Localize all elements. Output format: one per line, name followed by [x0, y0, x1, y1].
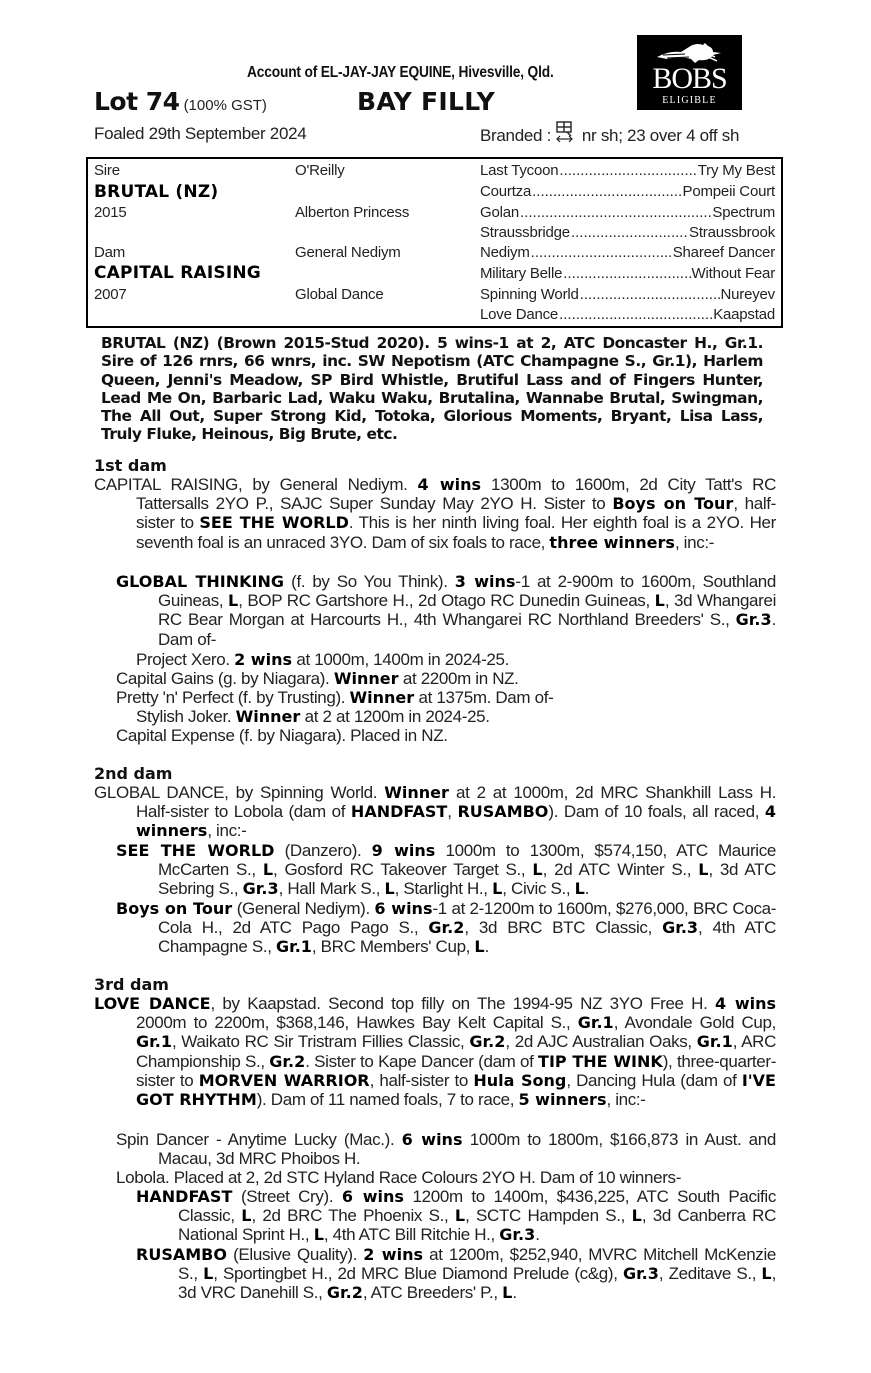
section-heading-3rd-dam: 3rd dam	[94, 975, 169, 994]
grandparent-row	[480, 162, 775, 179]
dam-sire: General Nediym	[295, 244, 401, 261]
grandparent-row	[480, 286, 775, 303]
progeny-entry-text: Boys on Tour (General Nediym). 6 wins-1 at 2-1200m to 1600m, $276,000, BRC Coca-Cola H., 2d ATC Pago Pago S., Gr.2, 3d BRC BTC Classic, Gr.3, 4th ATC Champagne S., Gr.1, BRC Members' Cup, L.	[116, 899, 777, 957]
progeny-entry	[116, 899, 776, 957]
progeny-entry-text: SEE THE WORLD (Danzero). 9 wins 1000m to 1300m, $574,150, ATC Maurice McCarten S., L, Gosford RC Takeover Target S., L, 2d ATC Winter S., L, 3d ATC Sebring S., Gr.3, Hall Mark S., L, Starlight H., L, Civic S., L.	[116, 841, 777, 899]
grandparent-row	[480, 204, 775, 221]
progeny-entry	[116, 1130, 776, 1168]
grand-progeny-entry	[136, 1245, 776, 1303]
sire-year: 2015	[94, 204, 127, 221]
dam-entry-text: LOVE DANCE, by Kaapstad. Second top filly on The 1994-95 NZ 3YO Free H. 4 wins 2000m to 2200m, $368,146, Hawkes Bay Kelt Capital S., Gr.1, Avondale Gold Cup, Gr.1, Waikato RC Sir Tristram Fillies Classic, Gr.2, 2d AJC Australian Oaks, Gr.1, ARC Championship S., Gr.2. Sister to Kape Dancer (dam of TIP THE WINK), three-quarter-sister to MORVEN WARRIOR, half-sister to Hula Song, Dancing Hula (dam of I'VE GOT RHYTHM). Dam of 11 named foals, 7 to race, 5 winners, inc:-	[94, 994, 777, 1110]
progeny-entry-text: Stylish Joker. Winner at 2 at 1200m in 2024-25.	[136, 707, 490, 726]
gst-note: (100% GST)	[183, 97, 267, 114]
progeny-entry-text: GLOBAL THINKING (f. by So You Think). 3 wins-1 at 2-900m to 1600m, Southland Guineas, L, BOP RC Gartshore H., 2d Otago RC Dunedin Guineas, L, 3d Whangarei RC Bear Morgan at Harcourts H., 4th Whangarei RC Northland Breeders' S., Gr.3. Dam of-	[116, 572, 777, 649]
progeny-entry-text: Pretty 'n' Perfect (f. by Trusting). Winner at 1375m. Dam of-	[116, 688, 554, 707]
grandsire: Last Tycoon	[480, 162, 559, 179]
pedigree-table	[86, 157, 783, 328]
vendor-account: Account of EL-JAY-JAY EQUINE, Hivesville, Qld.	[247, 64, 554, 81]
sire-name: BRUTAL (NZ)	[94, 182, 219, 202]
sire-dam: Alberton Princess	[295, 204, 410, 221]
dam-entry	[94, 783, 776, 841]
progeny-entry	[116, 688, 776, 707]
progeny-entry-text: Project Xero. 2 wins at 1000m, 1400m in 2024-25.	[136, 650, 510, 669]
leader-dots	[571, 224, 688, 241]
progeny-entry-text: Capital Expense (f. by Niagara). Placed in NZ.	[116, 726, 448, 745]
grand-progeny-entry-text: RUSAMBO (Elusive Quality). 2 wins at 1200m, $252,940, MVRC Mitchell McKenzie S., L, Sportingbet H., 2d MRC Blue Diamond Prelude (c&g), Gr.3, Zeditave S., L, 3d VRC Danehill S., Gr.2, ATC Breeders' P., L.	[136, 1245, 776, 1303]
leader-dots	[559, 162, 696, 179]
grandparent-row	[480, 183, 775, 200]
grand-progeny-entry	[136, 1187, 776, 1245]
sire-summary: BRUTAL (NZ) (Brown 2015-Stud 2020). 5 wins-1 at 2, ATC Doncaster H., Gr.1. Sire of 126 rnrs, 66 wnrs, inc. SW Nepotism (ATC Champagne S., Gr.1), Harlem Queen, Jenni's Meadow, SP Bird Whistle, Brutiful Lass and of Fingers Hunter, Lead Me On, Barbaric Lad, Waku Waku, Brutalina, Wannabe Brutal, Swingman, The All Out, Super Strong Kid, Totoka, Glorious Moments, Bryant, Lisa Lass, Truly Fluke, Heinous, Big Brute, etc.	[101, 334, 763, 444]
logo-main-text: BOBS	[652, 62, 727, 95]
page-title: BAY FILLY	[357, 87, 495, 116]
section-heading-2nd-dam: 2nd dam	[94, 764, 173, 783]
granddam-sire: Without Fear	[691, 265, 775, 282]
sire-sire: O'Reilly	[295, 162, 345, 179]
branded-value: nr sh; 23 over 4 off sh	[581, 126, 740, 145]
grandparent-row	[480, 265, 775, 282]
dam-name: CAPITAL RAISING	[94, 263, 261, 283]
grandparent-row	[480, 244, 775, 261]
leader-dots	[531, 244, 672, 261]
progeny-entry	[136, 707, 776, 726]
dam-entry-text: CAPITAL RAISING, by General Nediym. 4 wins 1300m to 1600m, 2d City Tatt's RC Tattersalls 2YO P., SAJC Super Sunday May 2YO H. Sister to Boys on Tour, half-sister to SEE THE WORLD. This is her ninth living foal. Her eighth foal is a 2YO. Her seventh foal is an unraced 3YO. Dam of six foals to race, three winners, inc:-	[94, 475, 776, 552]
lot-number	[94, 87, 267, 116]
branded-label: Branded :	[480, 126, 552, 145]
section-heading-1st-dam: 1st dam	[94, 456, 167, 475]
grandparent-row	[480, 224, 775, 241]
dam-dam: Global Dance	[295, 286, 384, 303]
brand-mark-icon	[555, 120, 574, 144]
progeny-entry	[116, 726, 776, 745]
grandsire: Golan	[480, 204, 520, 221]
dam-year: 2007	[94, 286, 127, 303]
branded-info	[480, 120, 739, 146]
leader-dots	[532, 183, 681, 200]
grandsire: Nediym	[480, 244, 530, 261]
progeny-entry-text: Spin Dancer - Anytime Lucky (Mac.). 6 wins 1000m to 1800m, $166,873 in Aust. and Macau, 3d MRC Phoibos H.	[116, 1130, 776, 1169]
progeny-entry	[116, 841, 776, 899]
lot-label: Lot 74	[94, 87, 180, 116]
granddam: Courtza	[480, 183, 532, 200]
dam-entry-text: GLOBAL DANCE, by Spinning World. Winner at 2 at 1000m, 2d MRC Shankhill Lass H. Half-sister to Lobola (dam of HANDFAST, RUSAMBO). Dam of 10 foals, all raced, 4 winners, inc:-	[94, 783, 777, 841]
granddam-sire: Kaapstad	[713, 306, 775, 323]
granddam-sire: Straussbrook	[689, 224, 775, 241]
grandsire-sire: Try My Best	[697, 162, 775, 179]
granddam: Love Dance	[480, 306, 559, 323]
progeny-entry-text: Capital Gains (g. by Niagara). Winner at 2200m in NZ.	[116, 669, 519, 688]
sire-label: Sire	[94, 162, 120, 179]
grandparent-row	[480, 306, 775, 323]
leader-dots	[580, 286, 720, 303]
logo-sub-text: ELIGIBLE	[662, 95, 717, 106]
dam-label: Dam	[94, 244, 126, 261]
dam-entry	[94, 475, 776, 552]
grandsire-sire: Shareef Dancer	[672, 244, 775, 261]
leader-dots	[520, 204, 711, 221]
grandsire: Spinning World	[480, 286, 579, 303]
grandsire-sire: Nureyev	[720, 286, 775, 303]
granddam-sire: Pompeii Court	[682, 183, 775, 200]
progeny-entry	[116, 572, 776, 649]
grandsire-sire: Spectrum	[712, 204, 775, 221]
foaled-date: Foaled 29th September 2024	[94, 124, 307, 143]
leader-dots	[559, 306, 712, 323]
leader-dots	[563, 265, 690, 282]
grand-progeny-entry-text: HANDFAST (Street Cry). 6 wins 1200m to 1400m, $436,225, ATC South Pacific Classic, L, 2d BRC The Phoenix S., L, SCTC Hampden S., L, 3d Canberra RC National Sprint H., L, 4th ATC Bill Ritchie H., Gr.3.	[136, 1187, 776, 1245]
dam-entry	[94, 994, 776, 1109]
granddam: Straussbridge	[480, 224, 570, 241]
bobs-eligible-logo	[637, 35, 742, 110]
progeny-entry	[116, 669, 776, 688]
progeny-entry	[116, 1168, 776, 1187]
progeny-entry	[136, 650, 776, 669]
progeny-entry-text: Lobola. Placed at 2, 2d STC Hyland Race Colours 2YO H. Dam of 10 winners-	[116, 1168, 682, 1187]
granddam: Military Belle	[480, 265, 563, 282]
